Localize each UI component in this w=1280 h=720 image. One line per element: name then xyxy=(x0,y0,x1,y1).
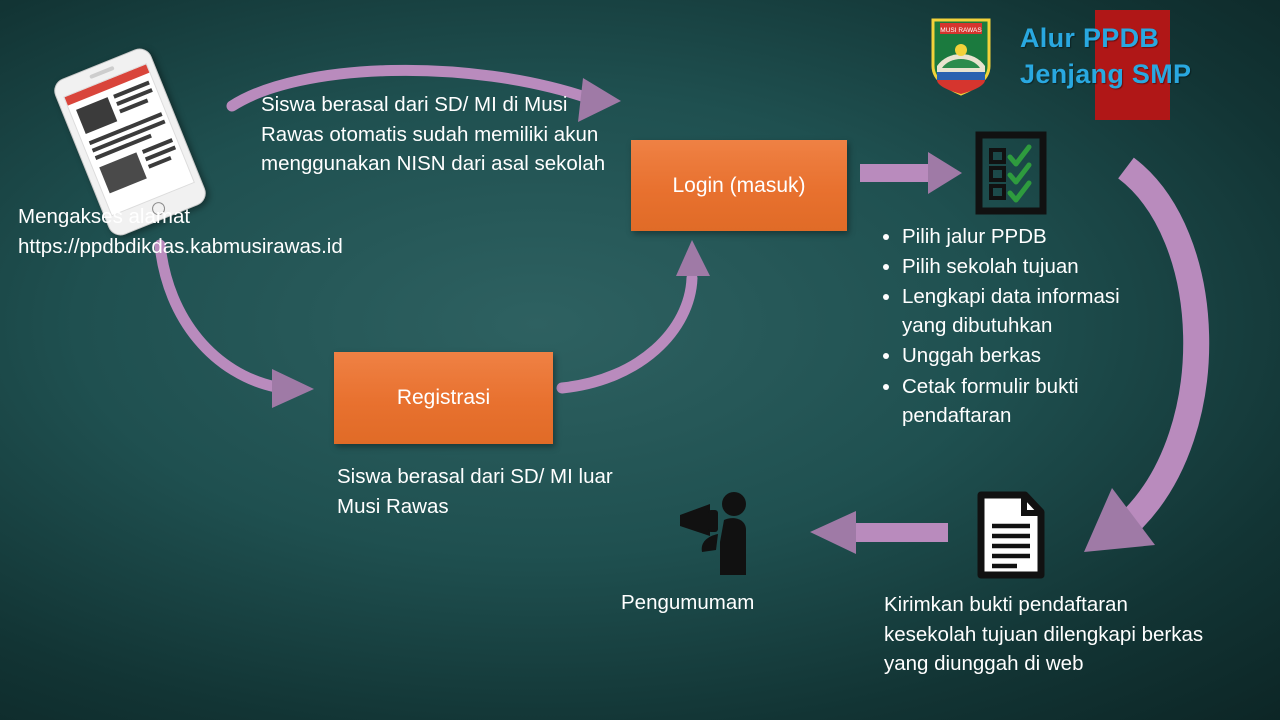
note-send-proof: Kirimkan bukti pendaftaran kesekolah tujuan dilengkapi berkas yang diunggah di web xyxy=(884,593,1204,676)
process-box-registrasi[interactable]: Registrasi xyxy=(334,352,553,444)
list-item: • Cetak formulir bukti pendaftaran xyxy=(902,372,1166,430)
title-line-1: Alur PPDB xyxy=(1020,23,1160,53)
checklist-icon xyxy=(977,133,1045,213)
title-line-2: Jenjang SMP xyxy=(1020,59,1192,90)
document-icon xyxy=(977,492,1045,578)
label-pengumuman: Pengumumam xyxy=(621,591,755,614)
list-item: • Lengkapi data informasi yang dibutuhkan xyxy=(902,282,1166,340)
process-box-login[interactable]: Login (masuk) xyxy=(631,140,847,231)
musi-rawas-logo-icon xyxy=(930,16,992,96)
steps-list xyxy=(876,222,1166,431)
page-title xyxy=(1020,20,1280,93)
list-item: • Pilih sekolah tujuan xyxy=(902,252,1166,281)
svg-text:MUSI RAWAS: MUSI RAWAS xyxy=(940,27,982,34)
arrow-phone-to-registrasi xyxy=(160,245,314,408)
megaphone-person-icon xyxy=(676,490,758,575)
note-access-address: Mengakses alamat https://ppdbdikdas.kabmusirawas.id xyxy=(18,205,343,258)
list-item: • Pilih jalur PPDB xyxy=(902,222,1166,251)
note-nisn-account: Siswa berasal dari SD/ MI di Musi Rawas otomatis sudah memiliki akun menggunakan NISN dari asal sekolah xyxy=(261,93,606,176)
arrow-registrasi-to-login xyxy=(562,240,710,388)
arrow-document-to-announcer xyxy=(810,511,948,554)
note-outside-musi-rawas: Siswa berasal dari SD/ MI luar Musi Rawas xyxy=(337,465,613,518)
arrow-login-to-checklist xyxy=(860,152,962,194)
list-item: • Unggah berkas xyxy=(902,341,1166,370)
